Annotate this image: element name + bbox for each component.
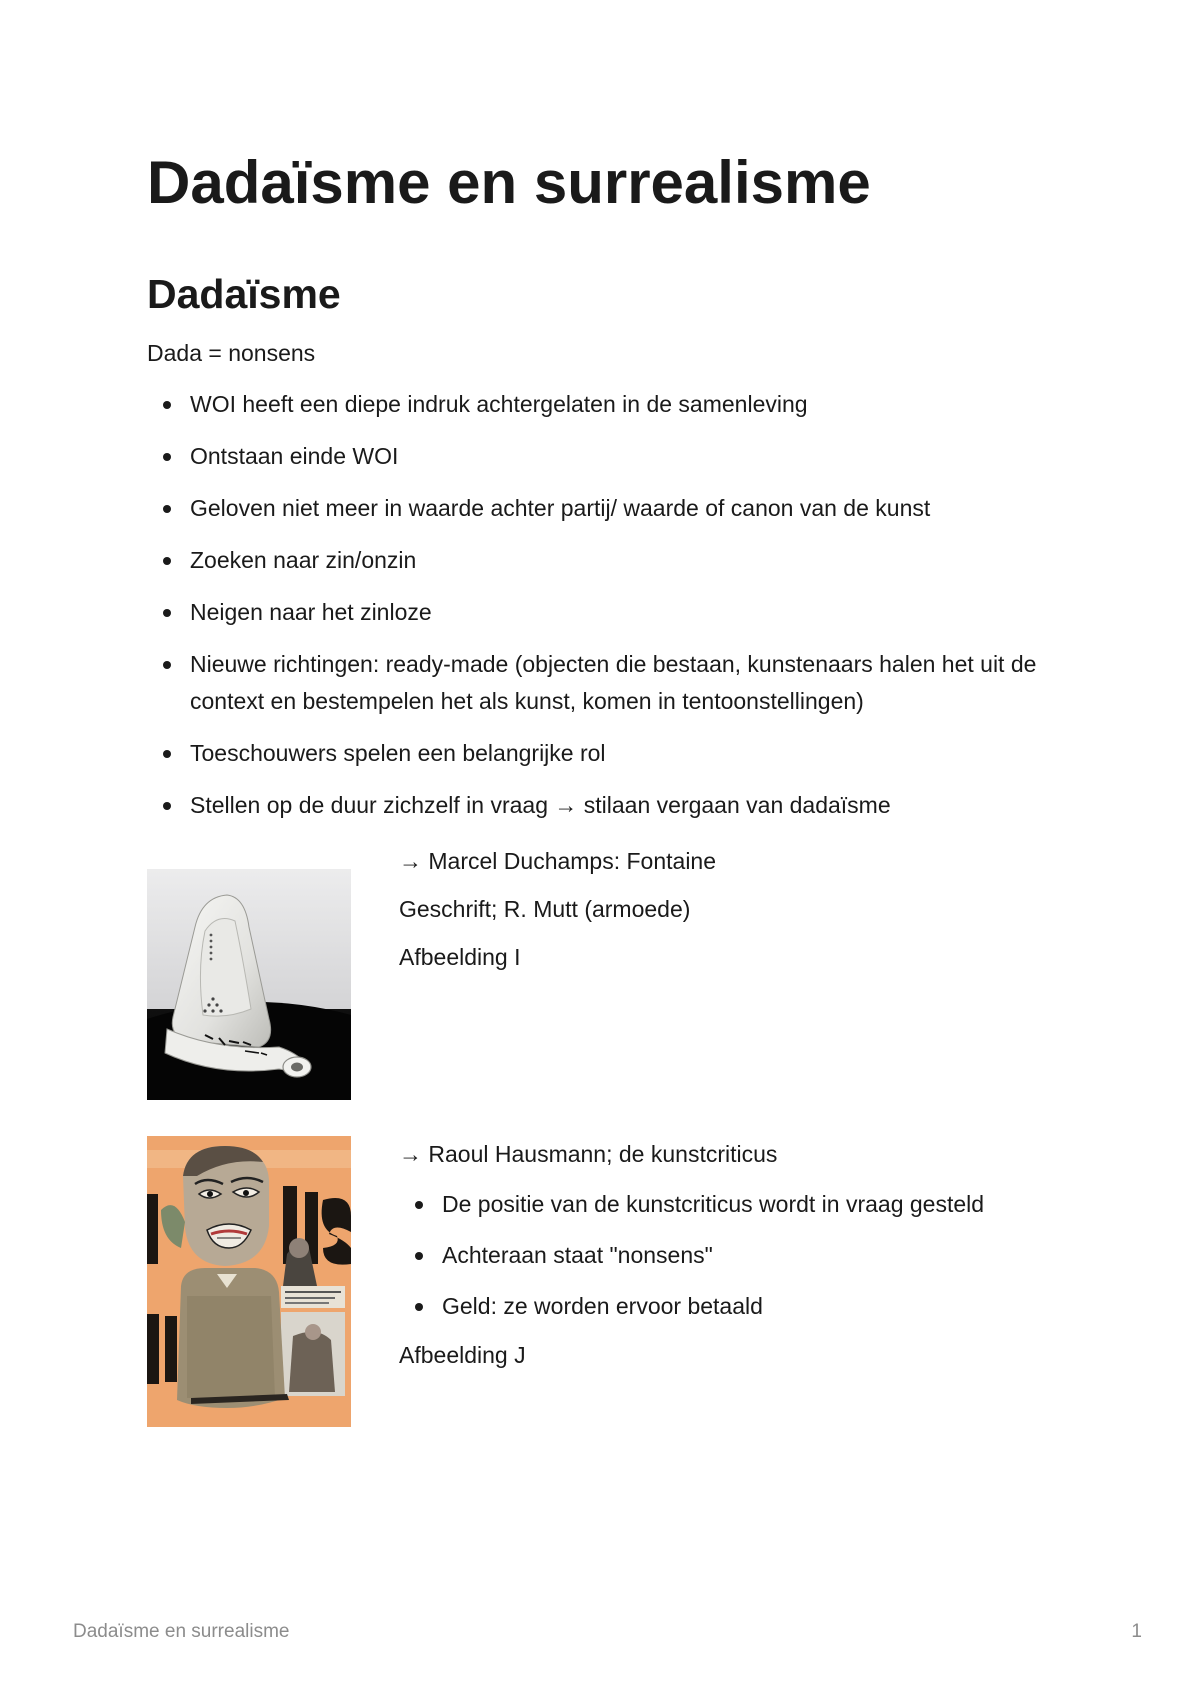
main-bullet-list <box>147 386 1077 839</box>
list-item: Nieuwe richtingen: ready-made (objecten die bestaan, kunstenaars halen het uit de context en bestempelen het als kunst, komen in tentoonstellingen) <box>147 646 1077 720</box>
figure-label: Afbeelding I <box>399 944 521 970</box>
fountain-image <box>147 869 351 1100</box>
footer-title: Dadaïsme en surrealisme <box>73 1621 290 1642</box>
art-critic-image <box>147 1136 351 1427</box>
artwork-title: → Marcel Duchamps: Fontaine <box>399 848 717 874</box>
intro-text: Dada = nonsens <box>147 340 316 366</box>
artwork-note: Geschrift; R. Mutt (armoede) <box>399 896 691 922</box>
figure-label: Afbeelding J <box>399 1342 526 1368</box>
fountain-illustration <box>147 869 351 1100</box>
section-heading: Dadaïsme <box>147 271 341 317</box>
page-number: 1 <box>1131 1621 1142 1642</box>
document-title: Dadaïsme en surrealisme <box>147 149 871 216</box>
list-item: Geld: ze worden ervoor betaald <box>399 1288 1079 1324</box>
list-item: Achteraan staat "nonsens" <box>399 1237 1079 1273</box>
list-item: Ontstaan einde WOI <box>147 438 1077 475</box>
list-item: WOI heeft een diepe indruk achtergelaten in de samenleving <box>147 386 1077 423</box>
art-critic-collage <box>147 1136 351 1427</box>
list-item: Neigen naar het zinloze <box>147 594 1077 631</box>
list-item: De positie van de kunstcriticus wordt in vraag gesteld <box>399 1186 1079 1222</box>
art-critic-description <box>399 1138 1079 1387</box>
list-item: Zoeken naar zin/onzin <box>147 542 1077 579</box>
artwork-title: → Raoul Hausmann; de kunstcriticus <box>399 1141 778 1167</box>
fountain-description <box>399 845 1079 989</box>
list-item: Toeschouwers spelen een belangrijke rol <box>147 735 1077 772</box>
list-item: Geloven niet meer in waarde achter partij/ waarde of canon van de kunst <box>147 490 1077 527</box>
art-critic-bullet-list <box>399 1186 1079 1324</box>
list-item: Stellen op de duur zichzelf in vraag → stilaan vergaan van dadaïsme <box>147 787 1077 824</box>
